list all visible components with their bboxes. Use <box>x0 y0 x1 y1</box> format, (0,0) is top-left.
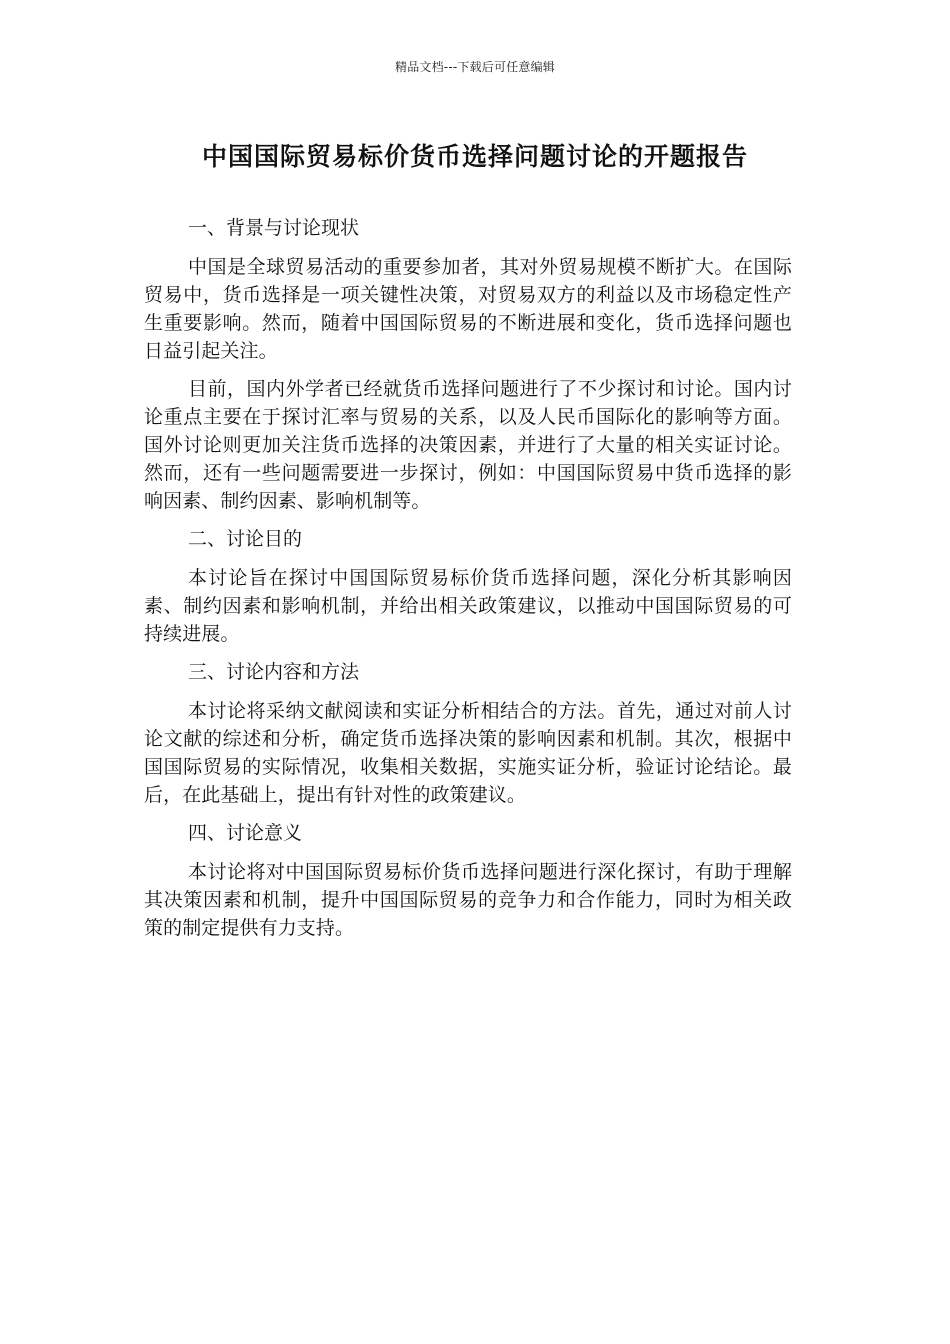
section-heading-background: 一、背景与讨论现状 <box>188 217 360 239</box>
section-heading-purpose: 二、讨论目的 <box>188 528 303 550</box>
paragraph-background-1: 中国是全球贸易活动的重要参加者，其对外贸易规模不断扩大。在国际贸易中，货币选择是一项关键性决策，对贸易双方的利益以及市场稳定性产生重要影响。然而，随着中国国际贸易的不断进展和变化，货币选择问题也日益引起关注。 <box>144 256 792 362</box>
paragraph-significance: 本讨论将对中国国际贸易标价货币选择问题进行深化探讨，有助于理解其决策因素和机制，提升中国国际贸易的竞争力和合作能力，同时为相关政策的制定提供有力支持。 <box>144 861 792 939</box>
paragraph-content-method: 本讨论将采纳文献阅读和实证分析相结合的方法。首先，通过对前人讨论文献的综述和分析，确定货币选择决策的影响因素和机制。其次，根据中国国际贸易的实际情况，收集相关数据，实施实证分析，验证讨论结论。最后，在此基础上，提出有针对性的政策建议。 <box>144 700 792 806</box>
document-body <box>144 214 792 952</box>
paragraph-background-2: 目前，国内外学者已经就货币选择问题进行了不少探讨和讨论。国内讨论重点主要在于探讨汇率与贸易的关系，以及人民币国际化的影响等方面。国外讨论则更加关注货币选择的决策因素，并进行了大量的相关实证讨论。然而，还有一些问题需要进一步探讨，例如：中国国际贸易中货币选择的影响因素、制约因素、影响机制等。 <box>144 378 792 512</box>
paragraph-purpose: 本讨论旨在探讨中国国际贸易标价货币选择问题，深化分析其影响因素、制约因素和影响机制，并给出相关政策建议，以推动中国国际贸易的可持续进展。 <box>144 567 792 645</box>
section-heading-content-method: 三、讨论内容和方法 <box>188 661 360 683</box>
header-note: 精品文档---下载后可任意编辑 <box>395 60 555 74</box>
document-title: 中国国际贸易标价货币选择问题讨论的开题报告 <box>201 142 748 171</box>
section-heading-significance: 四、讨论意义 <box>188 822 303 844</box>
